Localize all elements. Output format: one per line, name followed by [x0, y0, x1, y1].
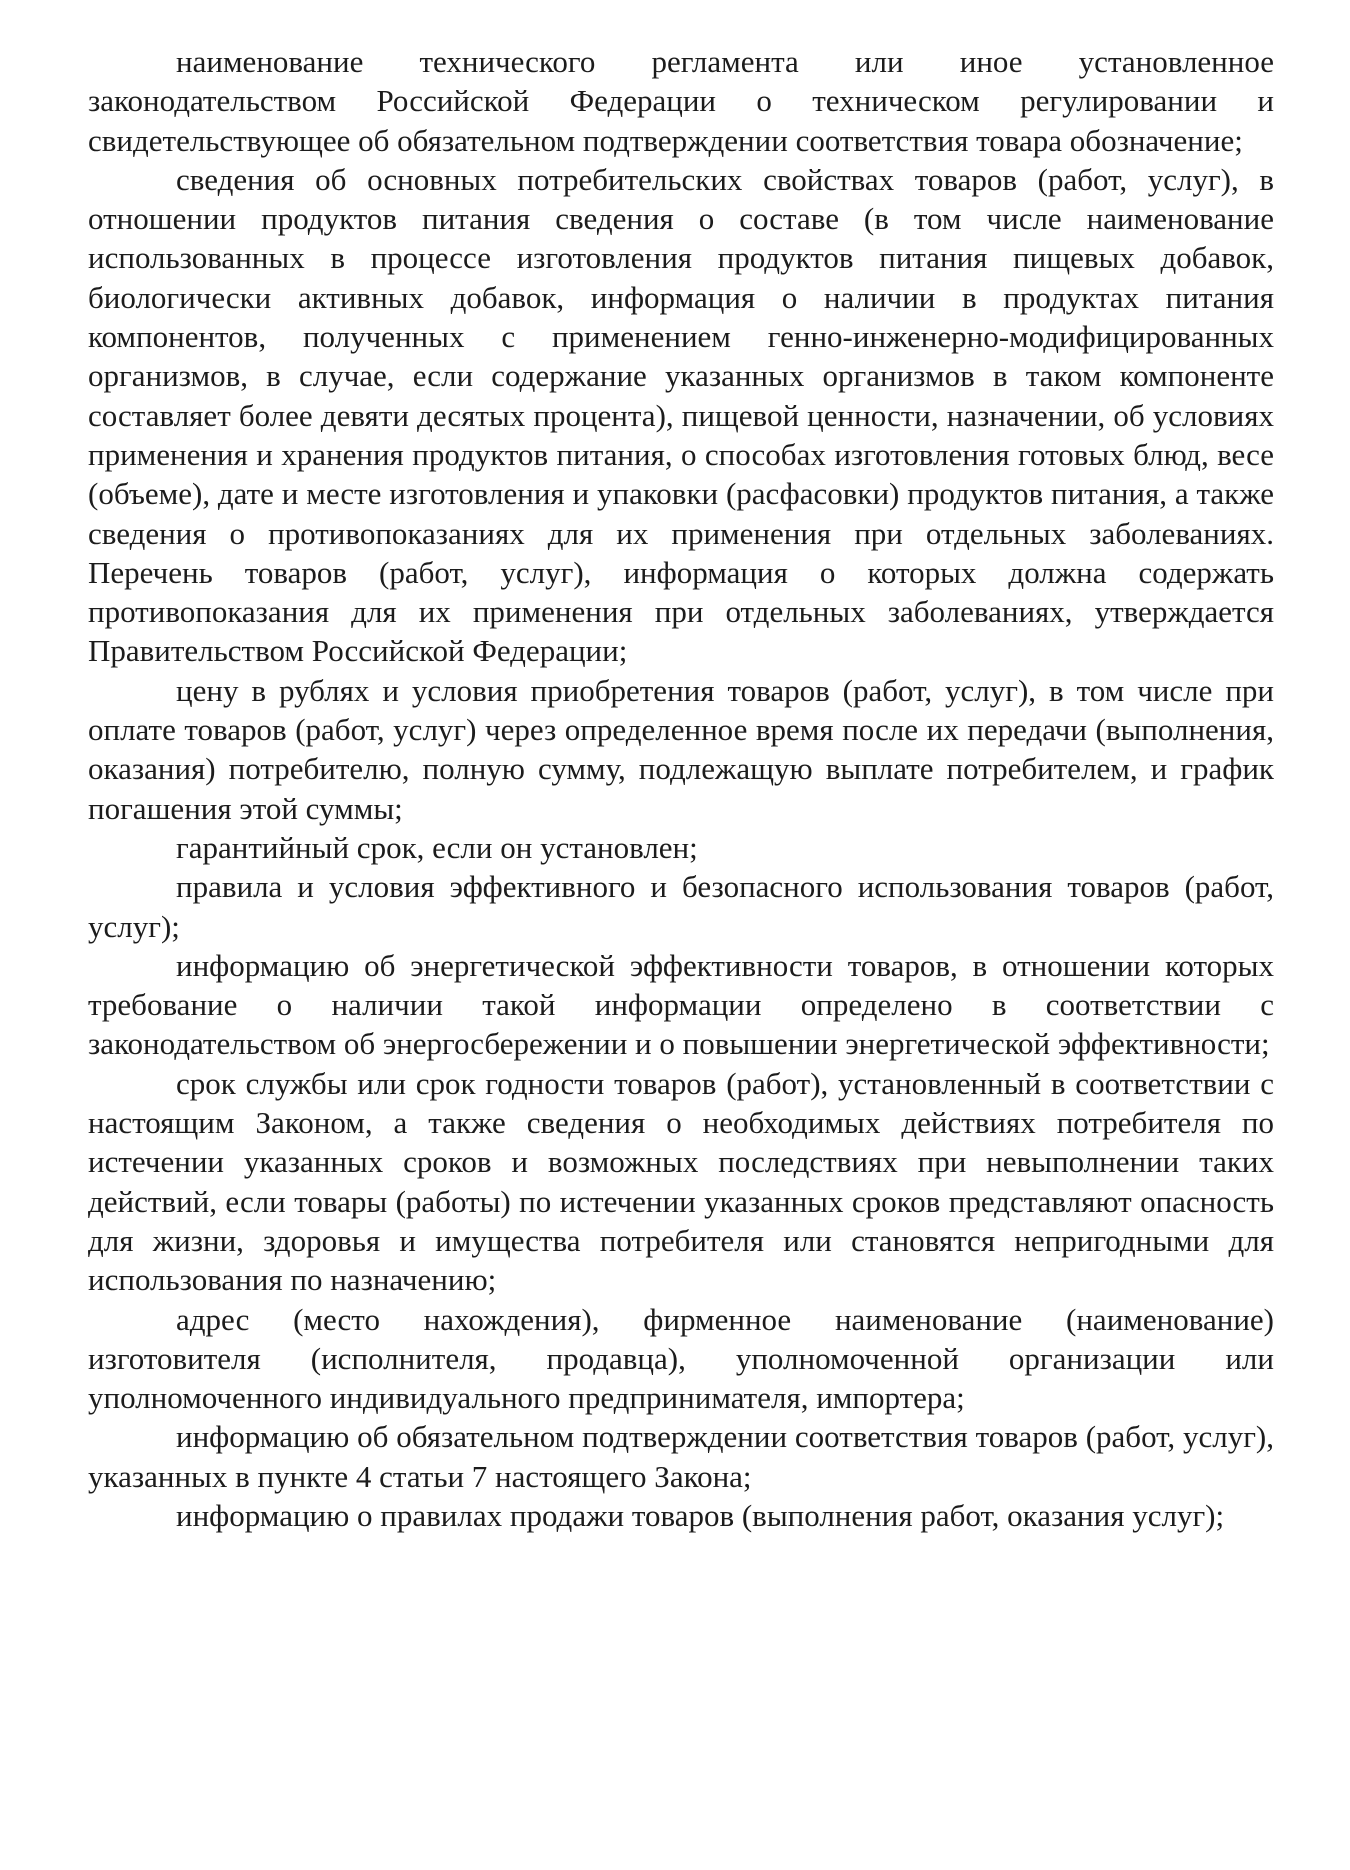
- paragraph-consumer-properties: сведения об основных потребительских свойствах товаров (работ, услуг), в отношении продуктов питания сведения о составе (в том числе наименование использованных в процессе изготовления продуктов питания пищевых добавок, биологически активных добавок, информация о наличии в продуктах питания компонентов, полученных с применением генно-инженерно-модифицированных организмов, в случае, если содержание указанных организмов в таком компоненте составляет более девяти десятых процента), пищевой ценности, назначении, об условиях применения и хранения продуктов питания, о способах изготовления готовых блюд, весе (объеме), дате и месте изготовления и упаковки (расфасовки) продуктов питания, а также сведения о противопоказаниях для их применения при отдельных заболеваниях. Перечень товаров (работ, услуг), информация о которых должна содержать противопоказания для их применения при отдельных заболеваниях, утверждается Правительством Российской Федерации;: [88, 161, 1274, 669]
- paragraph-warranty: гарантийный срок, если он установлен;: [176, 829, 698, 865]
- paragraph-regulation-designation: наименование технического регламента или иное установленное законодательством Российской Федерации о техническом регулировании и свидетельствующее об обязательном подтверждении соответствия товара обозначение;: [88, 44, 1274, 158]
- document-page: [88, 42, 1274, 1535]
- paragraph-sales-rules: информацию о правилах продажи товаров (выполнения работ, оказания услуг);: [176, 1497, 1225, 1533]
- paragraph-usage-rules: правила и условия эффективного и безопасного использования товаров (работ, услуг);: [88, 869, 1274, 944]
- paragraph-energy-efficiency: информацию об энергетической эффективности товаров, в отношении которых требование о наличии такой информации определено в соответствии с законодательством об энергосбережении и о повышении энергетической эффективности;: [88, 947, 1274, 1062]
- paragraph-price-conditions: цену в рублях и условия приобретения товаров (работ, услуг), в том числе при оплате товаров (работ, услуг) через определенное время после их передачи (выполнения, оказания) потребителю, полную сумму, подлежащую выплате потребителем, и график погашения этой суммы;: [88, 672, 1274, 826]
- paragraph-manufacturer-address: адрес (место нахождения), фирменное наименование (наименование) изготовителя (исполнителя, продавца), уполномоченной организации или уполномоченного индивидуального предпринимателя, импортера;: [88, 1301, 1274, 1416]
- paragraph-service-life: срок службы или срок годности товаров (работ), установленный в соответствии с настоящим Законом, а также сведения о необходимых действиях потребителя по истечении указанных сроков и возможных последствиях при невыполнении таких действий, если товары (работы) по истечении указанных сроков представляют опасность для жизни, здоровья и имущества потребителя или становятся непригодными для использования по назначению;: [88, 1065, 1274, 1298]
- paragraph-conformity: информацию об обязательном подтверждении соответствия товаров (работ, услуг), указанных в пункте 4 статьи 7 настоящего Закона;: [88, 1419, 1274, 1494]
